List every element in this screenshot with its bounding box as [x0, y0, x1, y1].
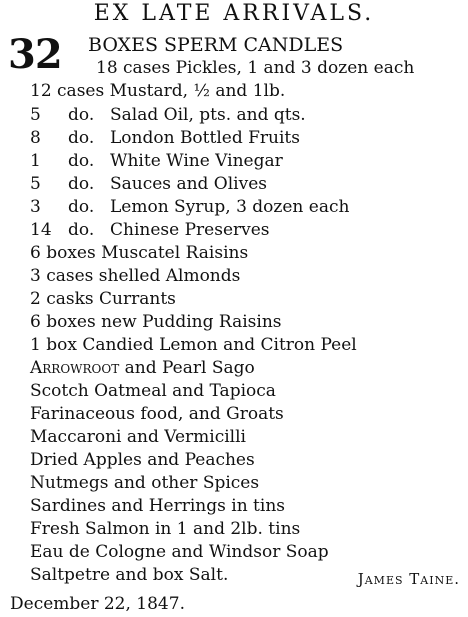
list-item: 5 do. Sauces and Olives	[30, 174, 268, 194]
list-item: 14 do. Chinese Preserves	[30, 220, 270, 240]
list-item: 18 cases Pickles, 1 and 3 dozen each	[96, 58, 415, 78]
list-item: Farinaceous food, and Groats	[30, 404, 284, 424]
list-item: 1 box Candied Lemon and Citron Peel	[30, 335, 357, 355]
advertisement-title: EX LATE ARRIVALS.	[93, 1, 375, 26]
list-item: 1 do. White Wine Vinegar	[30, 151, 283, 171]
advertiser-signature: James Taine.	[357, 570, 460, 588]
list-item: 3 cases shelled Almonds	[30, 266, 241, 286]
list-item: Saltpetre and box Salt.	[30, 565, 229, 585]
list-item: Fresh Salmon in 1 and 2lb. tins	[30, 519, 301, 539]
list-item: 6 boxes Muscatel Raisins	[30, 243, 249, 263]
list-item: Sardines and Herrings in tins	[30, 496, 285, 516]
lead-item: BOXES SPERM CANDLES	[88, 34, 344, 56]
list-item: 2 casks Currants	[30, 289, 176, 309]
list-item: 12 cases Mustard, ½ and 1lb.	[30, 81, 286, 101]
list-item: Nutmegs and other Spices	[30, 473, 260, 493]
list-item: 3 do. Lemon Syrup, 3 dozen each	[30, 197, 350, 217]
list-item: 8 do. London Bottled Fruits	[30, 128, 300, 148]
list-item: Eau de Cologne and Windsor Soap	[30, 542, 329, 562]
list-item: 5 do. Salad Oil, pts. and qts.	[30, 105, 306, 125]
list-item: Scotch Oatmeal and Tapioca	[30, 381, 276, 401]
list-item: Maccaroni and Vermicilli	[30, 427, 246, 447]
publication-date: December 22, 1847.	[10, 594, 185, 614]
lead-quantity: 32	[8, 31, 62, 78]
list-item: Arrowroot and Pearl Sago	[30, 358, 255, 378]
list-item: Dried Apples and Peaches	[30, 450, 255, 470]
list-item: 6 boxes new Pudding Raisins	[30, 312, 282, 332]
